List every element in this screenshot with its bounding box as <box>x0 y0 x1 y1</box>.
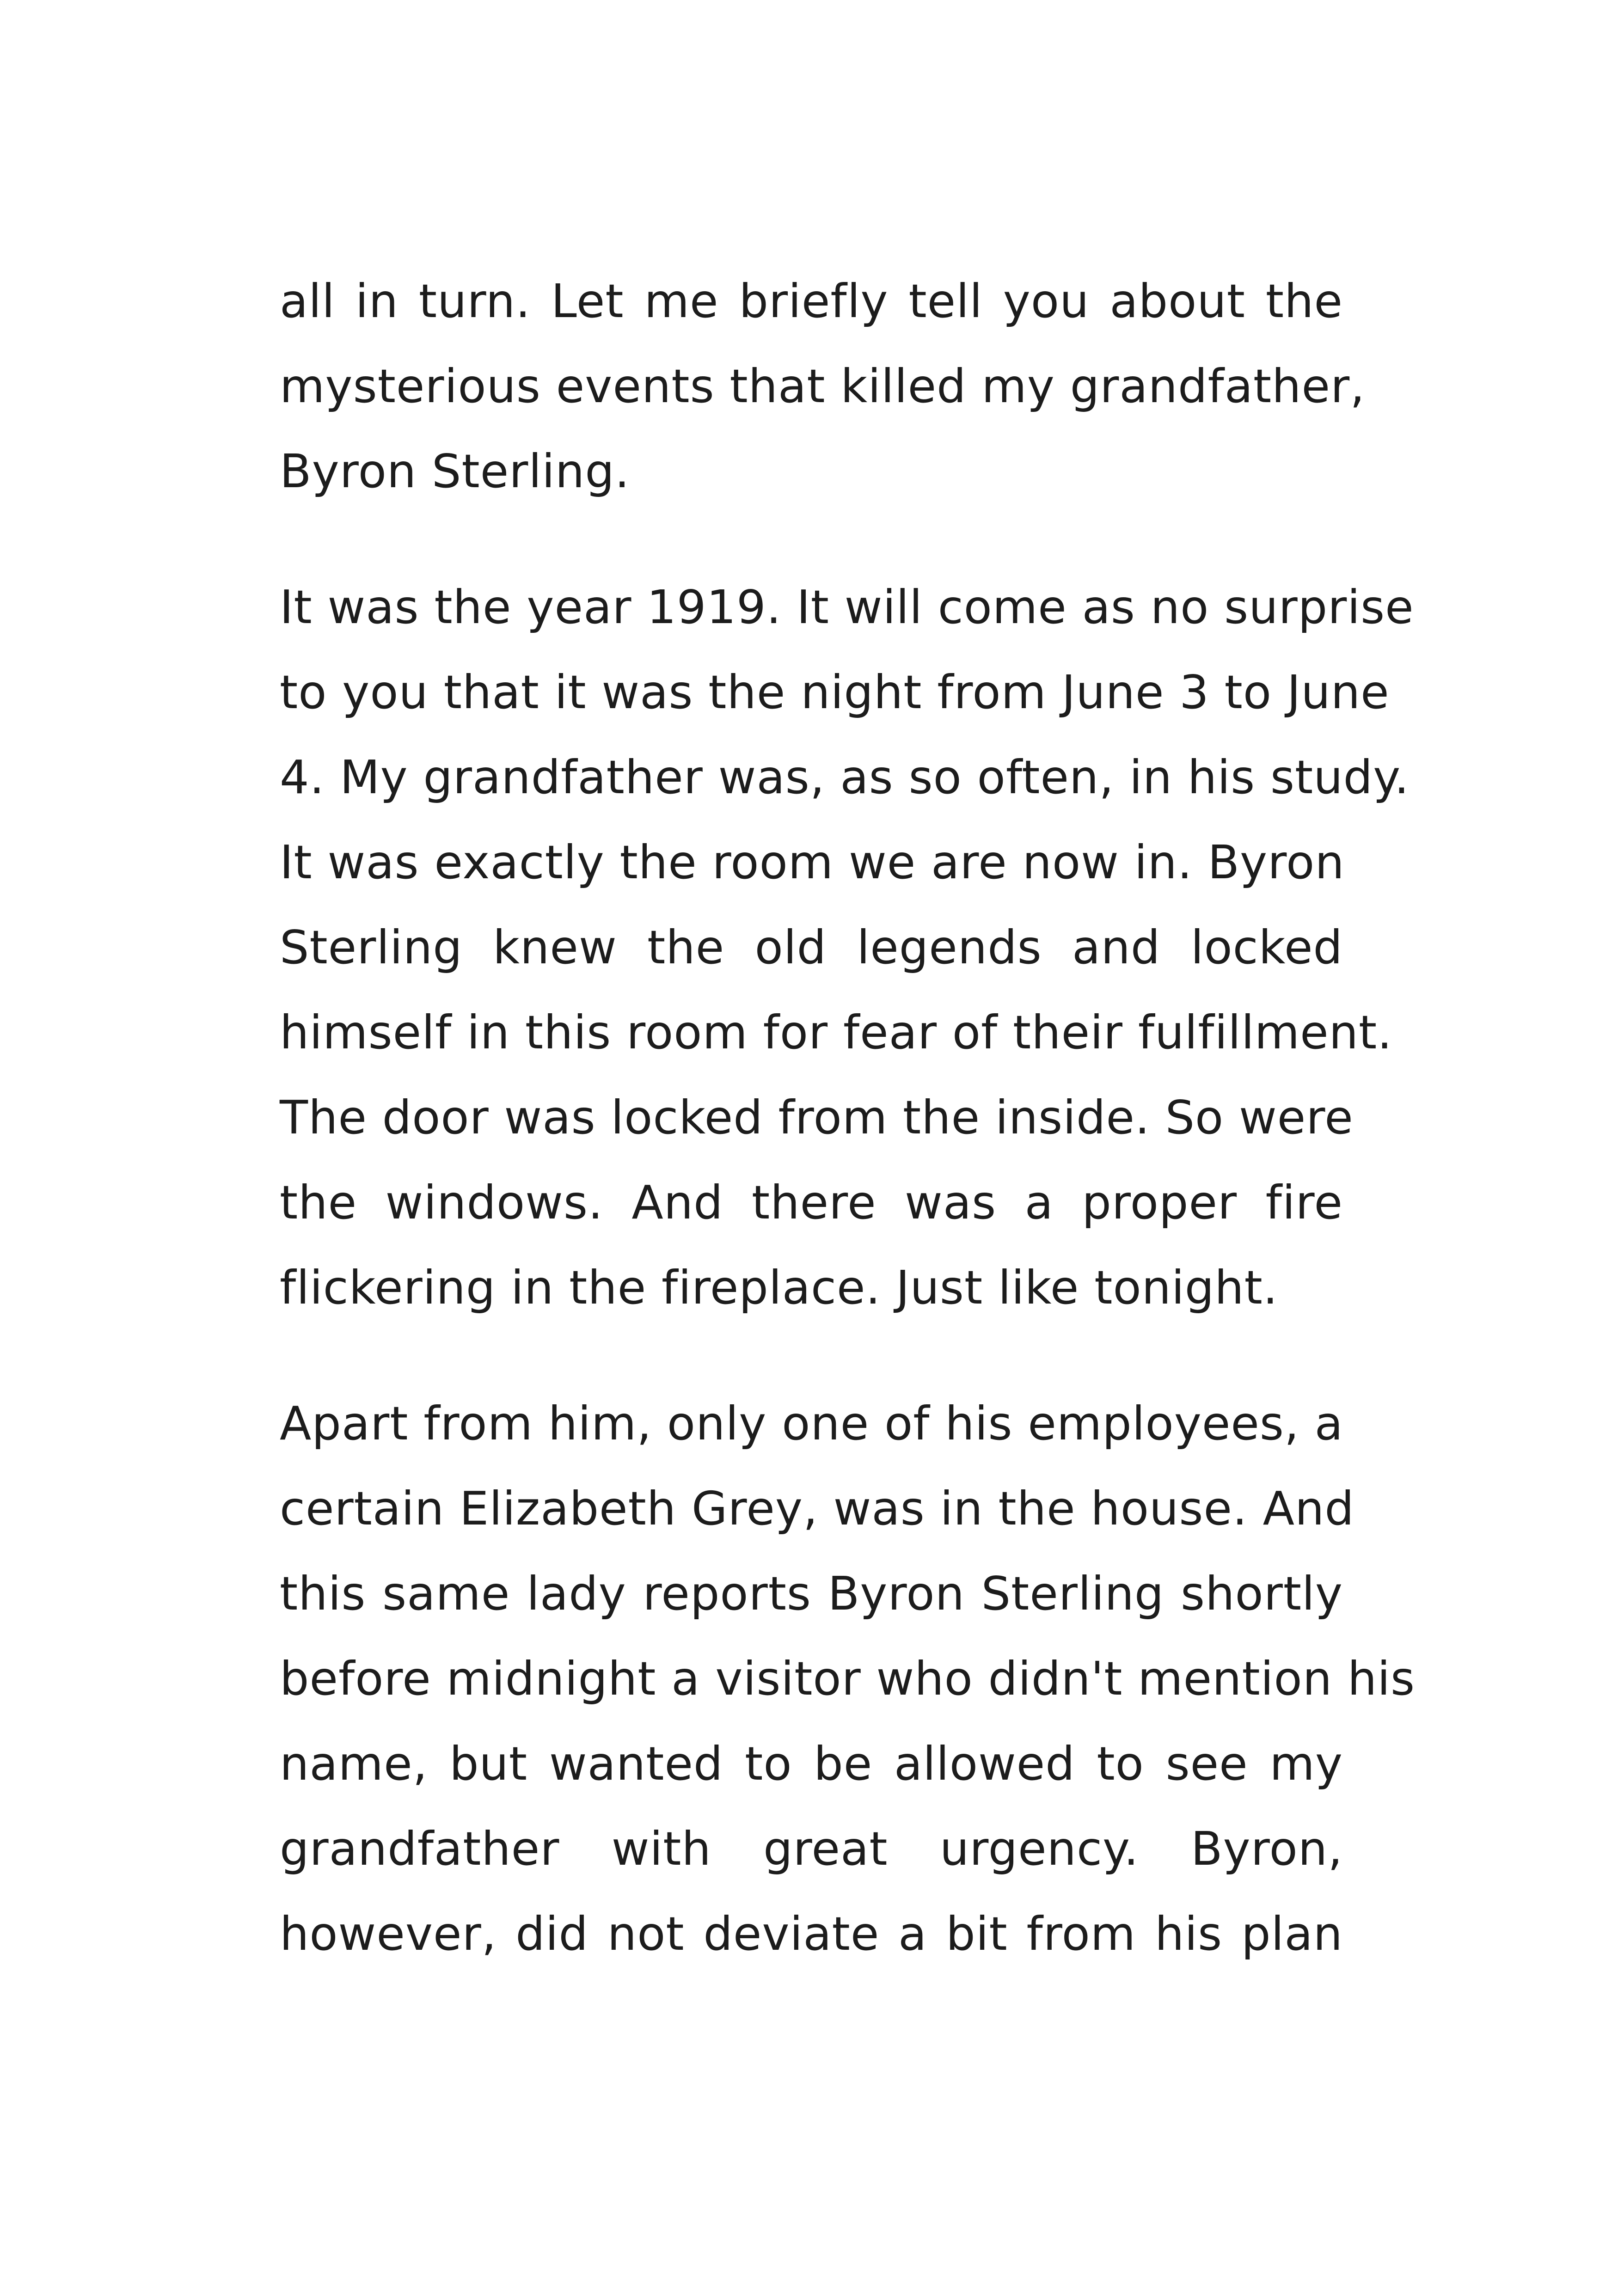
text-line: Sterling knew the old legends and locked <box>280 920 1343 974</box>
body-text <box>280 259 1416 1977</box>
text-line: however, did not deviate a bit from his plan <box>280 1907 1343 1961</box>
text-line: The door was locked from the inside. So were <box>280 1090 1354 1145</box>
paragraph-gap <box>280 514 1343 565</box>
text-line: Apart from him, only one of his employees, a <box>280 1396 1343 1451</box>
text-line: name, but wanted to be allowed to see my <box>280 1737 1343 1791</box>
text-line: It was exactly the room we are now in. Byron <box>280 835 1345 889</box>
paragraph-3 <box>280 1381 1416 1977</box>
text-line: grandfather with great urgency. Byron, <box>280 1822 1343 1876</box>
text-line: certain Elizabeth Grey, was in the house. And <box>280 1482 1354 1536</box>
paragraph-gap <box>280 1330 1343 1381</box>
text-line: 4. My grandfather was, as so often, in his study. <box>280 750 1410 804</box>
text-line: flickering in the fireplace. Just like tonight. <box>280 1261 1278 1315</box>
text-line: Byron Sterling. <box>280 444 630 498</box>
text-line: mysterious events that killed my grandfather, <box>280 359 1365 413</box>
paragraph-1 <box>280 259 1365 514</box>
text-line: the windows. And there was a proper fire <box>280 1176 1343 1230</box>
text-line: It was the year 1919. It will come as no surprise <box>280 580 1414 634</box>
text-line: before midnight a visitor who didn't mention his <box>280 1652 1416 1706</box>
text-line: himself in this room for fear of their fulfillment. <box>280 1005 1393 1059</box>
paragraph-2 <box>280 565 1414 1330</box>
text-line: all in turn. Let me briefly tell you about the <box>280 274 1343 328</box>
text-line: to you that it was the night from June 3 to June <box>280 665 1390 719</box>
text-line: this same lady reports Byron Sterling shortly <box>280 1567 1343 1621</box>
